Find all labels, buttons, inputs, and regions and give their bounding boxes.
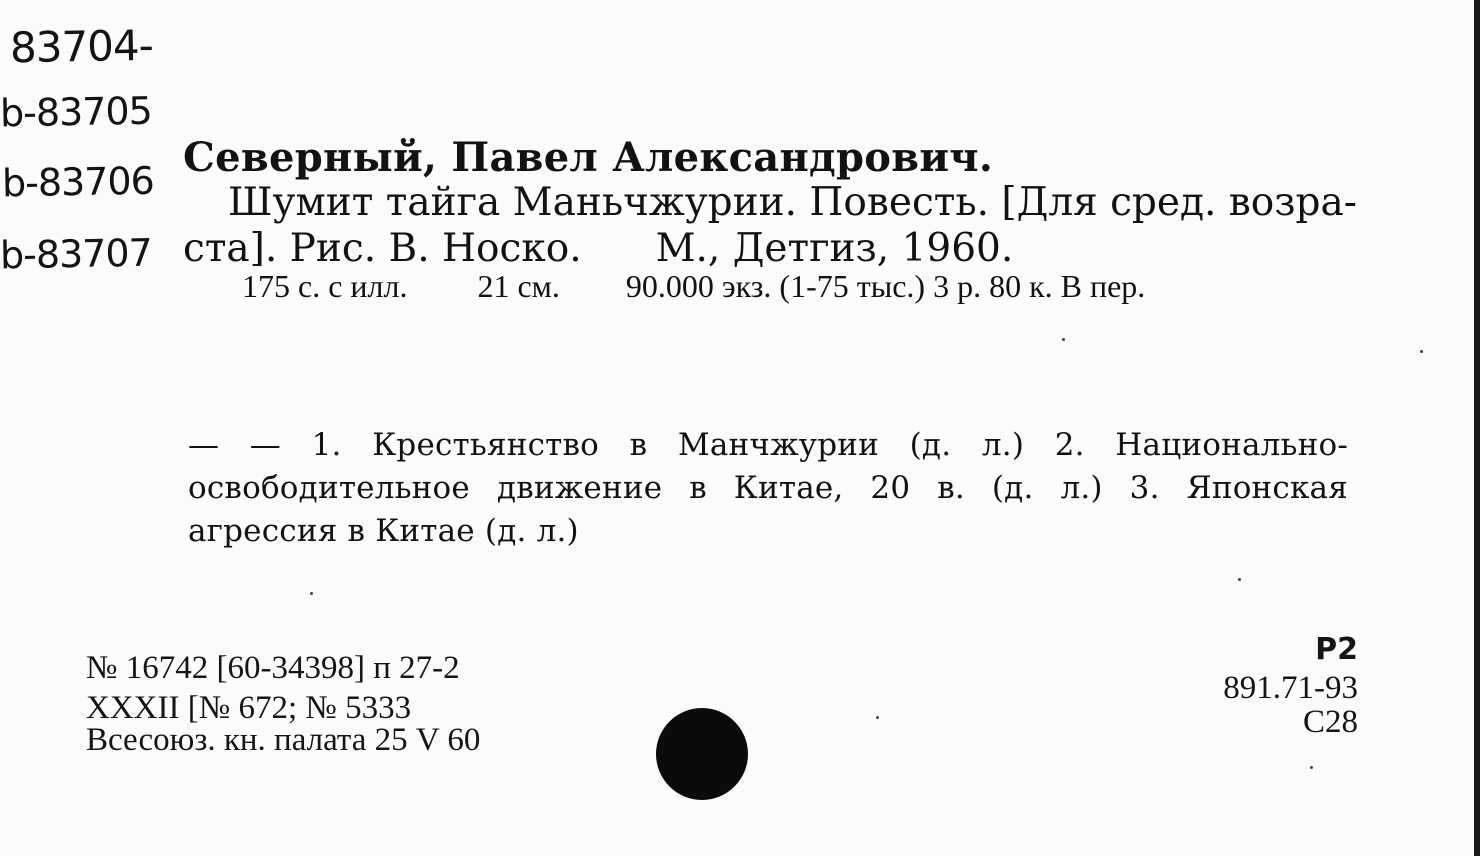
collation-size: 21 см. (477, 268, 560, 304)
punch-hole (656, 708, 748, 800)
handwritten-number-1: 83704- (9, 20, 154, 73)
registry-line-2: XXXII [№ 672; № 5333 (86, 690, 412, 726)
scan-edge (1474, 0, 1480, 856)
registry-line-3: Всесоюз. кн. палата 25 V 60 (86, 722, 481, 758)
registry-line-1: № 16742 [60-34398] п 27-2 (86, 650, 460, 686)
handwritten-number-3: b-83706 (1, 158, 155, 206)
speck (1238, 578, 1241, 581)
title-line-2 (183, 226, 1013, 271)
speck (1062, 338, 1065, 341)
author-heading: Северный, Павел Александрович. (183, 134, 994, 181)
handwritten-number-2: b-83705 (0, 88, 153, 136)
collation-edition: 90.000 экз. (1-75 тыс.) 3 р. 80 к. В пер. (625, 268, 1146, 304)
handwritten-number-4: b-83707 (0, 230, 153, 278)
author-mark: С28 (1302, 704, 1358, 740)
classification-number: 891.71-93 (1223, 670, 1358, 706)
speck (876, 716, 879, 719)
imprint: М., Детгиз, 1960. (655, 226, 1014, 271)
speck (310, 592, 313, 595)
speck (1310, 766, 1313, 769)
speck (1420, 350, 1423, 353)
title-line-1: Шумит тайга Маньчжурии. Повесть. [Для сред. возра- (228, 180, 1357, 225)
collation-pages: 175 с. с илл. (242, 268, 408, 304)
illustrator: ста]. Рис. В. Носко. (183, 226, 582, 271)
subject-headings: — — 1. Крестьянство в Манчжурии (д. л.) 2. Национально-освободительное движение в Китае, 20 в. (д. л.) 3. Японская агрессия в Китае (д. л.) (188, 427, 1348, 549)
collation-line (242, 268, 1145, 305)
classification-index: Р2 (1315, 632, 1358, 667)
